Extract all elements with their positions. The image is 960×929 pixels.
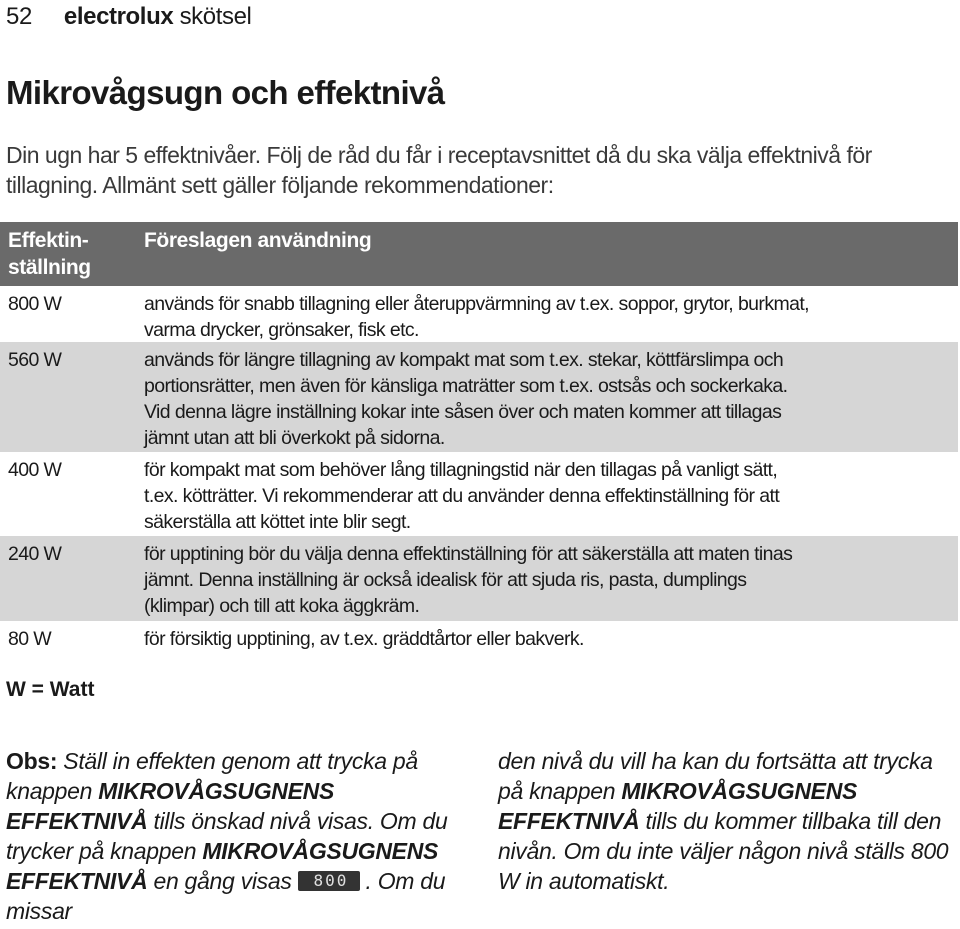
- button-name: MIKROVÅGSUGNENS EFFEKTNIVÅ: [498, 778, 858, 834]
- note-text: den nivå du vill ha kan du fortsätta att trycka på knappen: [498, 748, 933, 804]
- note-text: Ställ in effekten genom att trycka på knappen: [6, 748, 418, 804]
- header-power-setting: Effektin- ställning: [8, 229, 91, 279]
- note-text: en gång visas: [153, 868, 292, 894]
- usage-text: används för snabb tillagning eller återuppvärmning av t.ex. soppor, grytor, burkmat, varma drycker, grönsaker, fisk etc.: [144, 293, 809, 341]
- usage-text: för kompakt mat som behöver lång tillagningstid när den tillagas på vanligt sätt, t.ex. kötträtter. Vi rekommenderar att du använder denna effektinställning för att säkerställa att köttet inte blir segt.: [144, 459, 780, 533]
- display-icon: [298, 871, 360, 891]
- table-row: [0, 621, 958, 654]
- display-value: 800: [313, 871, 349, 890]
- power-value: 800 W: [8, 293, 62, 315]
- section-name: skötsel: [179, 3, 252, 30]
- note-text: . Om du missar: [6, 868, 446, 924]
- table-row: [0, 286, 958, 342]
- note-column-left: [6, 746, 476, 926]
- power-value: 560 W: [8, 349, 62, 371]
- usage-text: för upptining bör du välja denna effektinställning för att säkerställa att maten tinas jämnt. Denna inställning är också idealisk för att sjuda ris, pasta, dumplings (klimpar) och till att koka äggkräm.: [144, 543, 793, 617]
- button-name: MIKROVÅGSUGNENS EFFEKTNIVÅ: [6, 838, 439, 894]
- power-value: 400 W: [8, 459, 62, 481]
- note-text: tills önskad nivå visas. Om du trycker på knappen: [6, 808, 448, 864]
- brand-name: electrolux: [63, 3, 174, 30]
- page-number: 52: [6, 3, 32, 30]
- power-value: 80 W: [8, 628, 52, 650]
- header-suggested-use: Föreslagen användning: [144, 229, 372, 252]
- note-label: Obs:: [6, 748, 58, 774]
- power-value: 240 W: [8, 543, 62, 565]
- intro-text: Din ugn har 5 effektnivåer. Följ de råd du får i receptavsnittet då du ska välja effektnivå för tillagning. Allmänt sett gäller följande rekommendationer:: [6, 142, 872, 198]
- table-row: [0, 452, 958, 536]
- table-header: [0, 222, 958, 286]
- note-text: tills du kommer tillbaka till den nivån. Om du inte väljer någon nivå ställs 800 W in automatiskt.: [498, 808, 949, 894]
- note-column-right: [498, 746, 958, 896]
- table-row: [0, 536, 958, 621]
- table-row: [0, 342, 958, 452]
- page-header: [6, 3, 251, 31]
- usage-text: används för längre tillagning av kompakt mat som t.ex. stekar, köttfärslimpa och portionsrätter, men även för känsliga maträtter som t.ex. ostsås och sockerkaka. Vid denna lägre inställning kokar inte såsen över och maten kommer att tillagas jämnt utan att bli överkokt på sidorna.: [144, 349, 788, 449]
- unit-legend: W = Watt: [6, 678, 95, 701]
- usage-text: för försiktig upptining, av t.ex. gräddtårtor eller bakverk.: [144, 628, 584, 650]
- button-name: MIKROVÅGSUGNENS EFFEKTNIVÅ: [6, 778, 334, 834]
- page-title: Mikrovågsugn och effektnivå: [6, 74, 445, 111]
- power-level-table: [0, 222, 958, 654]
